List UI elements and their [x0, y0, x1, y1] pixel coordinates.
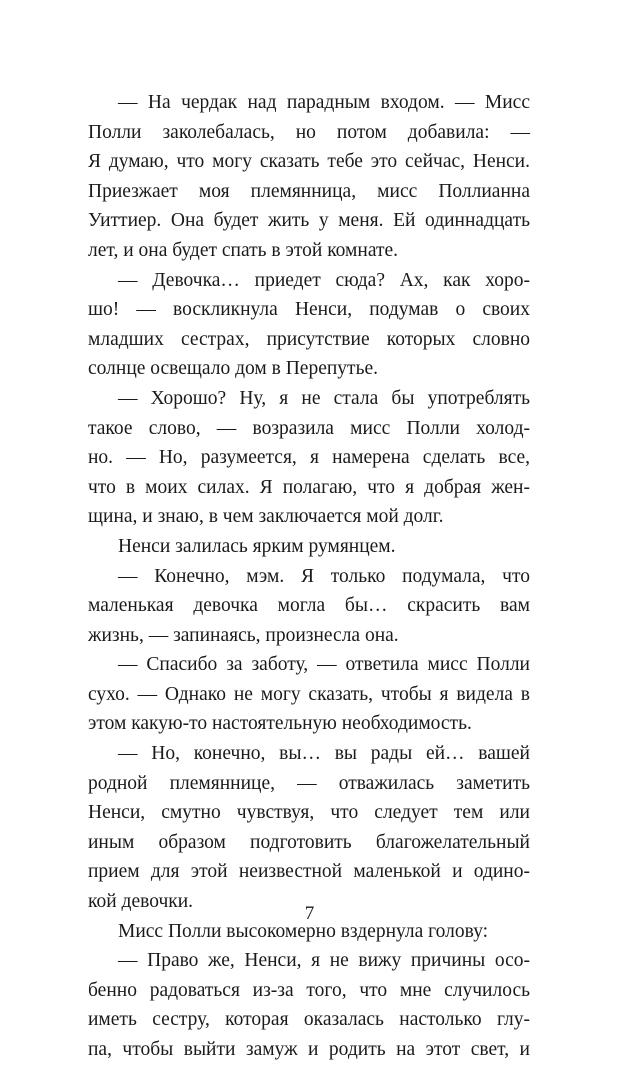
text-line: младших сестрах, присутствие которых словно: [88, 328, 530, 350]
text-line: шо! — воскликнула Ненси, подумав о своих: [88, 299, 530, 321]
text-line: сухо. — Однако не могу сказать, чтобы я видела в: [88, 683, 530, 705]
text-line: Ненси залилась ярким румянцем.: [118, 535, 396, 557]
text-line: жизнь, — запинаясь, произнесла она.: [88, 624, 399, 646]
text-line: — На чердак над парадным входом. — Мисс: [118, 92, 530, 113]
text-line: маленькая девочка могла бы… скрасить вам: [88, 595, 530, 617]
text-line: иметь сестру, которая оказалась настолько глу-: [88, 1009, 530, 1031]
text-line: лет, и она будет спать в этой комнате.: [88, 239, 399, 261]
text-line: — Хорошо? Ну, я не стала бы употреблять: [118, 387, 530, 409]
text-line: бенно радоваться из-за того, что мне случилось: [88, 979, 530, 1001]
text-line: солнце освещало дом в Перепутье.: [88, 358, 378, 380]
page-number: 7: [304, 903, 315, 924]
text-line: Приезжает моя племянница, мисс Поллианна: [88, 180, 530, 202]
text-line: прием для этой неизвестной маленькой и одино-: [88, 861, 530, 883]
text-line: Ненси, смутно чувствуя, что следует тем или: [88, 802, 530, 824]
text-line: — Но, конечно, вы… вы рады ей… вашей: [118, 743, 530, 765]
text-line: родной племяннице, — отважилась заметить: [88, 772, 530, 794]
text-line: такое слово, — возразила мисс Полли холод-: [88, 417, 530, 439]
text-line: Мисс Полли высокомерно вздернула голову:: [118, 920, 489, 942]
text-line: — Девочка… приедет сюда? Ах, как хоро-: [118, 269, 530, 291]
text-line: щина, и знаю, в чем заключается мой долг.: [88, 506, 444, 528]
text-line: что в моих силах. Я полагаю, что я добрая жен-: [88, 476, 530, 498]
text-line: — Право же, Ненси, я не вижу причины осо-: [118, 950, 530, 972]
text-line: но. — Но, разумеется, я намерена сделать все,: [88, 447, 530, 469]
text-line: па, чтобы выйти замуж и родить на этот свет, и: [88, 1039, 530, 1060]
text-line: Я думаю, что могу сказать тебе это сейчас, Ненси.: [88, 151, 530, 173]
text-line: кой девочки.: [88, 891, 194, 913]
text-line: Полли заколебалась, но потом добавила: —: [88, 121, 530, 143]
text-line: — Конечно, мэм. Я только подумала, что: [118, 565, 530, 587]
text-line: иным образом подготовить благожелательный: [88, 831, 530, 853]
text-line: — Спасибо за заботу, — ответила мисс Полли: [118, 654, 530, 676]
text-line: Уиттиер. Она будет жить у меня. Ей одиннадцать: [88, 210, 530, 232]
text-line: этом какую-то настоятельную необходимость.: [88, 713, 472, 735]
